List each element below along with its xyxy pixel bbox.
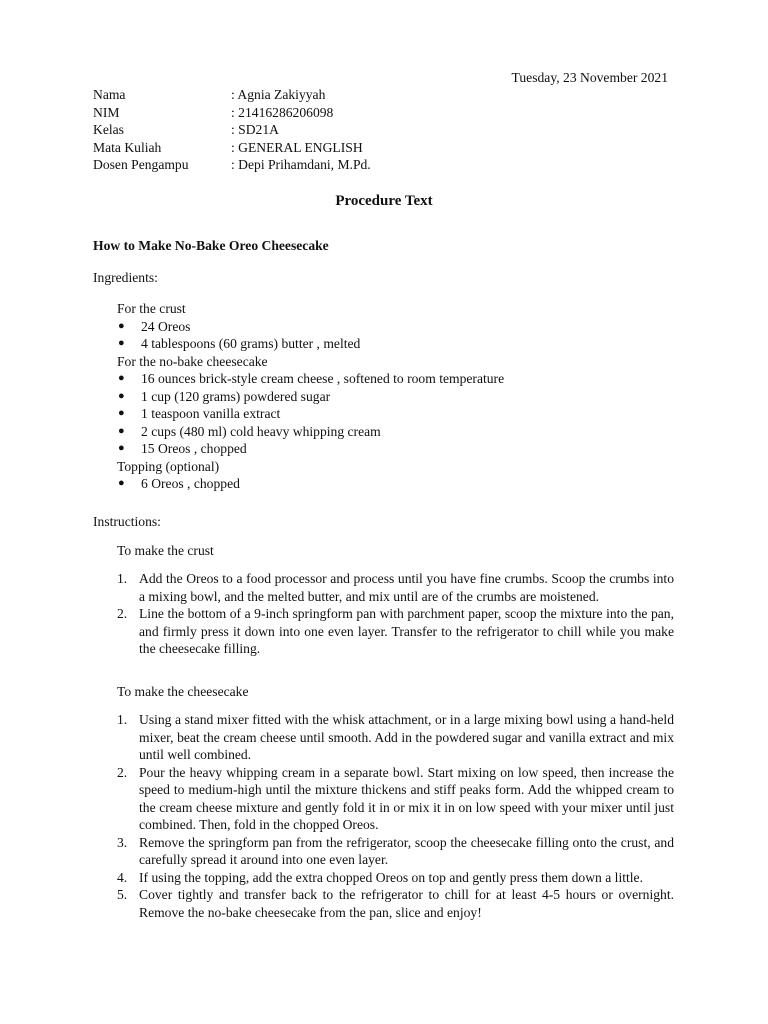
list-item-text: 2 cups (480 ml) cold heavy whipping cream [141, 423, 381, 439]
student-info [93, 86, 371, 174]
info-label: Dosen Pengampu [93, 157, 189, 172]
bullet-icon: ● [118, 337, 125, 349]
list-item [117, 405, 504, 423]
list-item-text: 6 Oreos , chopped [141, 476, 240, 491]
step-number: 2. [117, 606, 128, 621]
info-row-nama [93, 86, 371, 104]
step-number: 1. [117, 571, 128, 586]
bullet-icon: ● [118, 477, 125, 489]
bullet-icon: ● [118, 389, 125, 402]
list-item [117, 388, 504, 406]
bullet-icon: ● [118, 442, 125, 454]
list-item [117, 440, 504, 458]
step-text: Pour the heavy whipping cream in a separate bowl. Start mixing on low speed, then increase the speed to medium-high until the mixture thickens and stiff peaks form. Add the whipped cream to the cream cheese mixture and gently fold it in or mix it in on low speed with your mixer until just combined. Then, fold in the chopped Oreos. [139, 764, 674, 832]
crust-group-label: For the crust [117, 301, 186, 316]
step-text: Using a stand mixer fitted with the whisk attachment, or in a large mixing bowl using a hand-held mixer, beat the cream cheese until smooth. Add in the powdered sugar and vanilla extract and mix until well combined. [139, 712, 674, 762]
ingredients-list [117, 300, 504, 493]
step-number: 3. [117, 834, 128, 850]
step-text: Line the bottom of a 9-inch springform pan with parchment paper, scoop the mixture into the pan, and firmly press it down into one even layer. Transfer to the refrigerator to chill while you make the cheesecake filling. [139, 606, 674, 656]
list-item-text: 1 teaspoon vanilla extract [141, 406, 281, 421]
list-item [117, 423, 504, 441]
cheesecake-group-label: For the no-bake cheesecake [117, 353, 268, 369]
step-number: 1. [117, 712, 128, 727]
info-label: Mata Kuliah [93, 139, 162, 155]
info-row-dosen [93, 156, 371, 174]
step-item [117, 570, 674, 605]
step-item [117, 834, 674, 869]
step-text: If using the topping, add the extra chopped Oreos on top and gently press them down a little. [139, 869, 643, 885]
step-text: Add the Oreos to a food processor and process until you have fine crumbs. Scoop the crumbs into a mixing bowl, and the melted butter, and mix until are of the crumbs are moistened. [139, 571, 674, 604]
list-item [117, 318, 504, 336]
topping-group-label: Topping (optional) [117, 458, 220, 474]
info-row-mata-kuliah [93, 139, 371, 157]
info-label: NIM [93, 104, 120, 120]
list-item-text: 16 ounces brick-style cream cheese , softened to room temperature [141, 371, 505, 386]
list-item [117, 475, 504, 493]
step-number: 5. [117, 887, 128, 902]
bullet-icon: ● [118, 319, 125, 332]
list-item [117, 335, 504, 353]
info-value: : Depi Prihamdani, M.Pd. [231, 157, 371, 172]
ingredients-heading: Ingredients: [93, 270, 158, 285]
info-value: : 21416286206098 [231, 104, 334, 120]
cheesecake-steps [117, 711, 674, 921]
step-number: 4. [117, 869, 128, 885]
list-item-text: 24 Oreos [141, 318, 191, 334]
step-text: Cover tightly and transfer back to the refrigerator to chill for at least 4-5 hours or overnight. Remove the no-bake cheesecake from the pan, slice and enjoy! [139, 887, 674, 920]
info-value: : Agnia Zakiyyah [231, 87, 326, 102]
instructions-heading: Instructions: [93, 514, 161, 529]
bullet-icon: ● [118, 424, 125, 437]
step-text: Remove the springform pan from the refrigerator, scoop the cheesecake filling onto the crust, and carefully spread it around into one even layer. [139, 834, 674, 867]
info-label: Nama [93, 87, 126, 102]
list-item-text: 4 tablespoons (60 grams) butter , melted [141, 336, 361, 351]
list-item [117, 370, 504, 388]
step-item [117, 764, 674, 834]
step-item [117, 886, 674, 921]
bullet-icon: ● [118, 407, 125, 419]
info-value: : SD21A [231, 122, 279, 137]
bullet-icon: ● [118, 372, 125, 384]
crust-steps [117, 570, 674, 658]
recipe-title: How to Make No-Bake Oreo Cheesecake [93, 238, 329, 253]
document-title: Procedure Text [335, 193, 433, 209]
crust-section-label: To make the crust [117, 543, 214, 558]
list-item-text: 1 cup (120 grams) powdered sugar [141, 388, 331, 404]
document-date: Tuesday, 23 November 2021 [511, 70, 668, 85]
cheesecake-section-label: To make the cheesecake [117, 684, 249, 699]
step-number: 2. [117, 764, 128, 780]
list-item-text: 15 Oreos , chopped [141, 441, 247, 456]
step-item [117, 605, 674, 658]
info-row-kelas [93, 121, 371, 139]
info-value: : GENERAL ENGLISH [231, 139, 363, 155]
info-label: Kelas [93, 122, 124, 137]
step-item [117, 711, 674, 764]
step-item [117, 869, 674, 887]
info-row-nim [93, 104, 371, 122]
